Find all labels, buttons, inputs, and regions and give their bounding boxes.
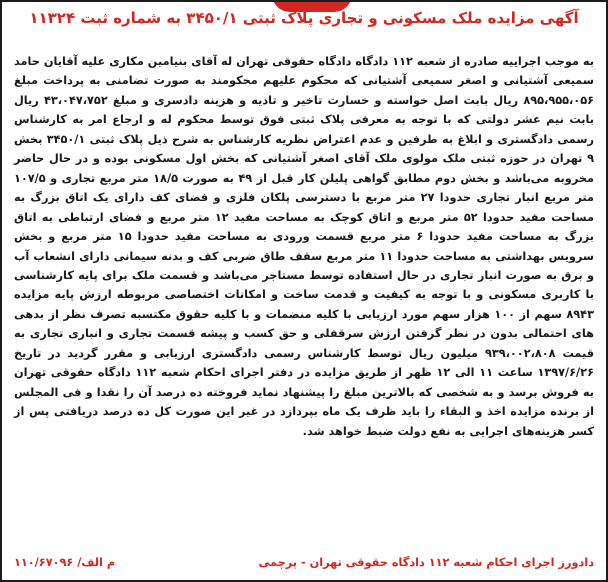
notice-title: آگهی مزایده ملک مسکونی و تجاری پلاک ثبتی ۳۴۵۰/۱ به شماره ثبت ۱۱۳۲۴ xyxy=(29,9,579,27)
notice-signature: دادورز اجرای احکام شعبه ۱۱۲ دادگاه حقوقی تهران - پرچمی xyxy=(258,556,594,569)
notice-code: م الف/ ۱۱۰/۶۷۰۹۶ xyxy=(14,556,116,569)
notice-footer xyxy=(14,554,594,572)
notice-body: به موجب اجراییه صادره از شعبه ۱۱۲ دادگاه دادگاه حقوقی تهران له آقای بنیامین مکاری علیه آقایان حامد سمیعی آشتیانی و اصغر سمیعی آشتیانی که محکوم علیهم محکومند به صورت تضامنی به پرداخت مبلغ ۸۹۵،۹۵۵،۰۵۶ ریال بابت اصل خواسته و خسارت تاخیر و تادیه و هزینه دادسری و مبلغ ۴۳،۰۴۷،۷۵۲ ریال بابت نیم عشر دولتی که با توجه به معرفی پلاک ثبتی فوق توسط محکوم له و ارجاع امر به کارشناس رسمی دادگستری و ابلاغ به طرفین و عدم اعتراض نظریه کارشناس به شرح ذیل پلاک ثبتی ۳۴۵۰/۱ بخش ۹ تهران در حوزه ثبتی ملک مولوی ملک آقای اصغر آشتیانی که بخش اول مسکونی بوده و در حال حاضر مخروبه می‌باشد و بخش دوم مطابق گواهی پلیلن کار قبل از ۴۹ به صورت ۱۸/۵ متر مربع تجاری و ۱۰۷/۵ متر مربع انبار تجاری حدودا ۲۷ متر مربع با دسترسی پلکان فلزی و فضای کف دارای یک اتاق بزرگ به مساحت مفید حدودا ۵۲ متر مربع و اتاق کوچک به مساحت مفید ۱۲ متر مربع و فضای ارتباطی به اتاق بزرگ به مساحت مفید حدودا ۶ متر مربع قسمت ورودی به مساحت مفید حدودا ۱۵ متر مربع و بخش سرویس بهداشتی به مساحت حدودا ۱۱ متر مربع سقف طاق ضربی کف و بدنه سیمانی دارای انشعاب آب و برق به صورت انبار تجاری در حال استفاده توسط مستاجر می‌باشد و قسمت ملک برای پایه کارشناسی با کاربری مسکونی و با توجه به کیفیت و قدمت ساخت و امکانات اختصاصی مربوطه ارزش پایه مزایده ۸۹۴۳ سهم از ۱۰۰ هزار سهم مورد ارزیابی با کلیه منضمات و با کلیه حقوق مکتسبه تصرف نظر از بدهی های احتمالی بدون در نظر گرفتن ارزش سرقفلی و حق کسب و پیشه قسمت تجاری و انباری تجاری به قیمت ۹۳۹،۰۰۲،۸۰۸ میلیون ریال توسط کارشناس رسمی دادگستری ارزیابی و مقرر گردید در تاریخ ۱۳۹۷/۶/۲۶ ساعت ۱۱ الی ۱۲ ظهر از طریق مزایده در دفتر اجرای احکام شعبه ۱۱۲ دادگاه حقوقی تهران به فروش برسد و به شخصی که بالاترین مبلغ را پیشنهاد نماید فروخته ده درصد آن را نقدا و فی المجلس از برنده مزایده اخذ و البقاء را باید ظرف یک ماه بپردازد در غیر این صورت کل ده درصد دریافتی پس از کسر هزینه‌های اجرایی به نفع دولت ضبط خواهد شد. xyxy=(14,55,594,438)
